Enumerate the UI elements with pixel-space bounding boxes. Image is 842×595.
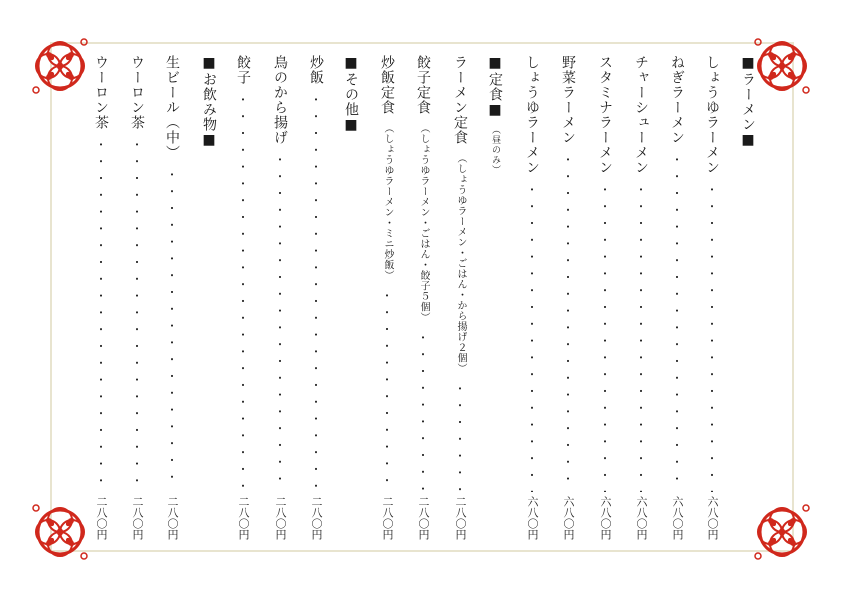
item-name: 鳥のから揚げ	[272, 55, 288, 145]
item-name: 餃子	[235, 55, 251, 85]
item-name: ラーメン定食	[452, 55, 468, 145]
menu-item	[306, 55, 326, 540]
section-title: ■ラーメン■	[740, 55, 756, 149]
corner-ornament-bottom-left-icon	[28, 500, 92, 564]
menu-item	[377, 55, 397, 540]
corner-ornament-bottom-right-icon	[750, 500, 814, 564]
item-note: （しょうゆラーメン・ごはん・から揚げ２個）	[455, 153, 466, 374]
section-heading-ramen	[738, 55, 758, 540]
dot-leader	[595, 181, 615, 492]
menu-item	[91, 55, 111, 540]
item-price: 二八〇円	[310, 496, 323, 540]
item-name: ウーロン茶	[93, 55, 109, 130]
menu-item	[522, 55, 542, 540]
section-title: ■お飲み物■	[201, 55, 217, 149]
item-price: 二八〇円	[237, 496, 250, 540]
item-note: （しょうゆラーメン・ごはん・餃子５個）	[418, 123, 429, 323]
menu-item	[450, 55, 470, 540]
dot-leader	[522, 181, 542, 492]
item-price: 二八〇円	[95, 496, 108, 540]
menu-item	[162, 55, 182, 540]
item-name: 野菜ラーメン	[560, 55, 576, 145]
dot-leader	[702, 181, 722, 492]
section-note: （昼のみ）	[490, 125, 500, 175]
menu-item	[667, 55, 687, 540]
menu-item	[558, 55, 578, 540]
item-name: 餃子定食	[415, 55, 431, 115]
item-name: 炒飯定食	[379, 55, 395, 115]
corner-ornament-top-right-icon	[750, 34, 814, 98]
menu-item	[270, 55, 290, 540]
dot-leader	[667, 151, 687, 492]
section-title: ■その他■	[343, 55, 359, 134]
dot-leader	[270, 151, 290, 492]
dot-leader	[127, 136, 147, 492]
dot-leader	[233, 91, 253, 492]
menu-item	[631, 55, 651, 540]
menu-item	[233, 55, 253, 540]
dot-leader	[162, 166, 182, 492]
item-name: 生ビール（中）	[164, 55, 180, 160]
dot-leader	[306, 91, 326, 492]
item-price: 六八〇円	[526, 496, 539, 540]
item-price: 六八〇円	[671, 496, 684, 540]
item-price: 六八〇円	[706, 496, 719, 540]
dot-leader	[377, 287, 397, 493]
section-heading-drinks	[199, 55, 219, 540]
menu-item	[702, 55, 722, 540]
item-name: しょうゆラーメン	[704, 55, 720, 175]
item-price: 二八〇円	[131, 496, 144, 540]
dot-leader	[91, 136, 111, 492]
item-name: チャーシューメン	[633, 55, 649, 175]
item-price: 二八〇円	[381, 496, 394, 540]
item-price: 二八〇円	[454, 496, 467, 540]
item-name: ウーロン茶	[129, 55, 145, 130]
item-note: （しょうゆラーメン・ミニ炒飯）	[382, 123, 393, 281]
dot-leader	[558, 151, 578, 492]
menu-item	[127, 55, 147, 540]
section-heading-others	[341, 55, 361, 540]
dot-leader	[450, 380, 470, 493]
menu-item	[413, 55, 433, 540]
dot-leader	[631, 181, 651, 492]
dot-leader	[413, 329, 433, 493]
item-name: ねぎラーメン	[669, 55, 685, 145]
corner-ornament-top-left-icon	[28, 34, 92, 98]
item-price: 六八〇円	[635, 496, 648, 540]
item-name: 炒飯	[308, 55, 324, 85]
item-price: 二八〇円	[166, 496, 179, 540]
section-title: ■定食■	[487, 55, 503, 119]
item-name: しょうゆラーメン	[524, 55, 540, 175]
item-price: 二八〇円	[274, 496, 287, 540]
section-heading-set-meals	[485, 55, 505, 540]
menu-item	[595, 55, 615, 540]
item-name: スタミナラーメン	[597, 55, 613, 175]
item-price: 六八〇円	[599, 496, 612, 540]
item-price: 六八〇円	[562, 496, 575, 540]
item-price: 二八〇円	[417, 496, 430, 540]
